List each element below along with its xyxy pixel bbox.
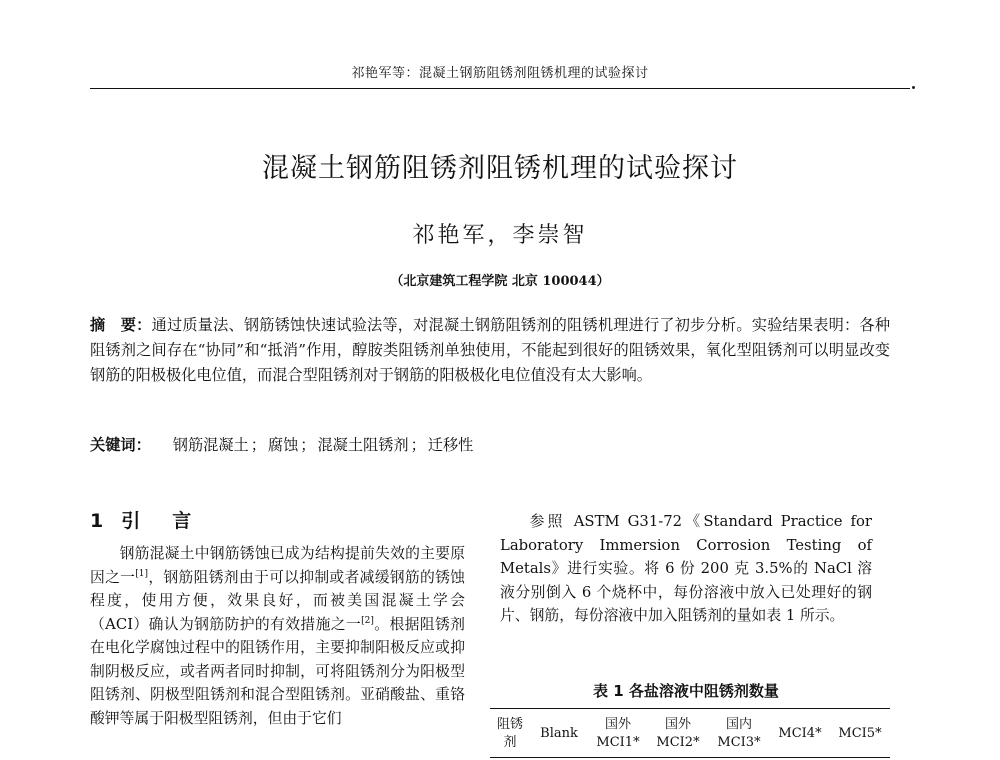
keyword-item: 混凝土阻锈剂 bbox=[317, 436, 409, 454]
abstract-text: 通过质量法、钢筋锈蚀快速试验法等，对混凝土钢筋阻锈剂的阻锈机理进行了初步分析。实验结果表明：各种阻锈剂之间存在“协同”和“抵消”作用，醇胺类阻锈剂单独使用，不能起到很好的阻锈效果，氧化型阻锈剂可以明显改变钢筋的阳极极化电位值，而混合型阻锈剂对于钢筋的阳极极化电位值没有太大影响。 bbox=[90, 316, 891, 384]
keyword-item: 钢筋混凝土 bbox=[172, 436, 249, 454]
table-header-cell bbox=[830, 725, 890, 743]
citation-ref: [1] bbox=[135, 568, 149, 579]
header-line: 剂 bbox=[503, 735, 517, 750]
header-line: 国外 bbox=[664, 717, 691, 732]
intro-text-part: 。根据阻锈剂在电化学腐蚀过程中的阻锈作用，主要抑制阳极反应或抑制阴极反应，或者两者同时抑制，可将阻锈剂分为阳极型阻锈剂、阴极型阻锈剂和混合型阻锈剂。亚硝酸盐、重铬酸钾等属于阳极型阻锈剂，但由于它们 bbox=[90, 615, 465, 727]
table-header-cell bbox=[588, 716, 648, 752]
citation-ref: [2] bbox=[361, 615, 374, 626]
table-header-rule bbox=[490, 757, 890, 758]
intro-text-part: 钢筋混凝土中钢筋锈蚀已成为结构提前失效的主要原因之一 bbox=[90, 545, 465, 586]
keyword-item: 腐蚀 bbox=[267, 436, 299, 454]
keywords-label: 关键词： bbox=[90, 436, 151, 454]
header-line: 国内 bbox=[725, 717, 752, 732]
table-caption: 表 1 各盐溶液中阻锈剂数量 bbox=[593, 682, 779, 700]
method-paragraph: 参照 ASTM G31-72《Standard Practice for Laboratory Immersion Corrosion Testing of Metals》进行实验。将 6 份 200 克 3.5%的 NaCl 溶液分别倒入 6 个烧杯中，每份溶液中放入已处理好的钢片、钢筋，每份溶液中加入阻锈剂的量如表 1 所示。 bbox=[500, 513, 872, 624]
table-header-cell bbox=[490, 716, 530, 752]
section-title-char: 引 bbox=[121, 510, 141, 532]
running-header: 祁艳军等：混凝土钢筋阻锈剂阻锈机理的试验探讨 bbox=[351, 66, 649, 81]
right-column bbox=[500, 510, 872, 628]
header-line: MCI2* bbox=[656, 735, 700, 750]
table-header-cell bbox=[708, 716, 770, 752]
keyword-item: 迁移性 bbox=[427, 436, 474, 454]
affiliation: （北京建筑工程学院 北京 100044） bbox=[390, 274, 610, 289]
keyword-separator: ； bbox=[410, 436, 426, 454]
keywords bbox=[90, 433, 890, 458]
abstract-label: 摘 要： bbox=[90, 316, 152, 334]
intro-paragraph bbox=[90, 542, 465, 730]
header-line: MCI1* bbox=[596, 735, 640, 750]
header-line: MCI4* bbox=[778, 726, 822, 741]
section-number: 1 bbox=[90, 510, 104, 532]
header-rule bbox=[90, 88, 910, 89]
authors: 祁艳军，李崇智 bbox=[412, 223, 588, 248]
header-line: Blank bbox=[540, 726, 578, 741]
section-heading bbox=[90, 506, 465, 534]
section-title-char: 言 bbox=[172, 510, 192, 532]
table-header-cell bbox=[770, 725, 830, 743]
table-top-rule bbox=[490, 708, 890, 709]
header-line: 国外 bbox=[604, 717, 631, 732]
header-line: MCI3* bbox=[717, 735, 761, 750]
keyword-separator: ； bbox=[250, 436, 266, 454]
table-header-cell bbox=[648, 716, 708, 752]
table-header-cell bbox=[530, 725, 588, 743]
header-line: 阻锈 bbox=[496, 717, 523, 732]
header-line: MCI5* bbox=[838, 726, 882, 741]
table-header-row bbox=[490, 712, 890, 756]
keyword-separator: ； bbox=[300, 436, 316, 454]
left-column bbox=[90, 506, 465, 730]
scan-dot bbox=[912, 86, 915, 89]
abstract bbox=[90, 313, 890, 388]
paper-title: 混凝土钢筋阻锈剂阻锈机理的试验探讨 bbox=[262, 153, 738, 184]
intro-text-part: ，钢筋阻锈剂由于可以抑制或者减缓钢筋的锈蚀程度，使用方便，效果良好，而被美国混凝土学会（ACI）确认为钢筋防护的有效措施之一 bbox=[90, 568, 465, 633]
